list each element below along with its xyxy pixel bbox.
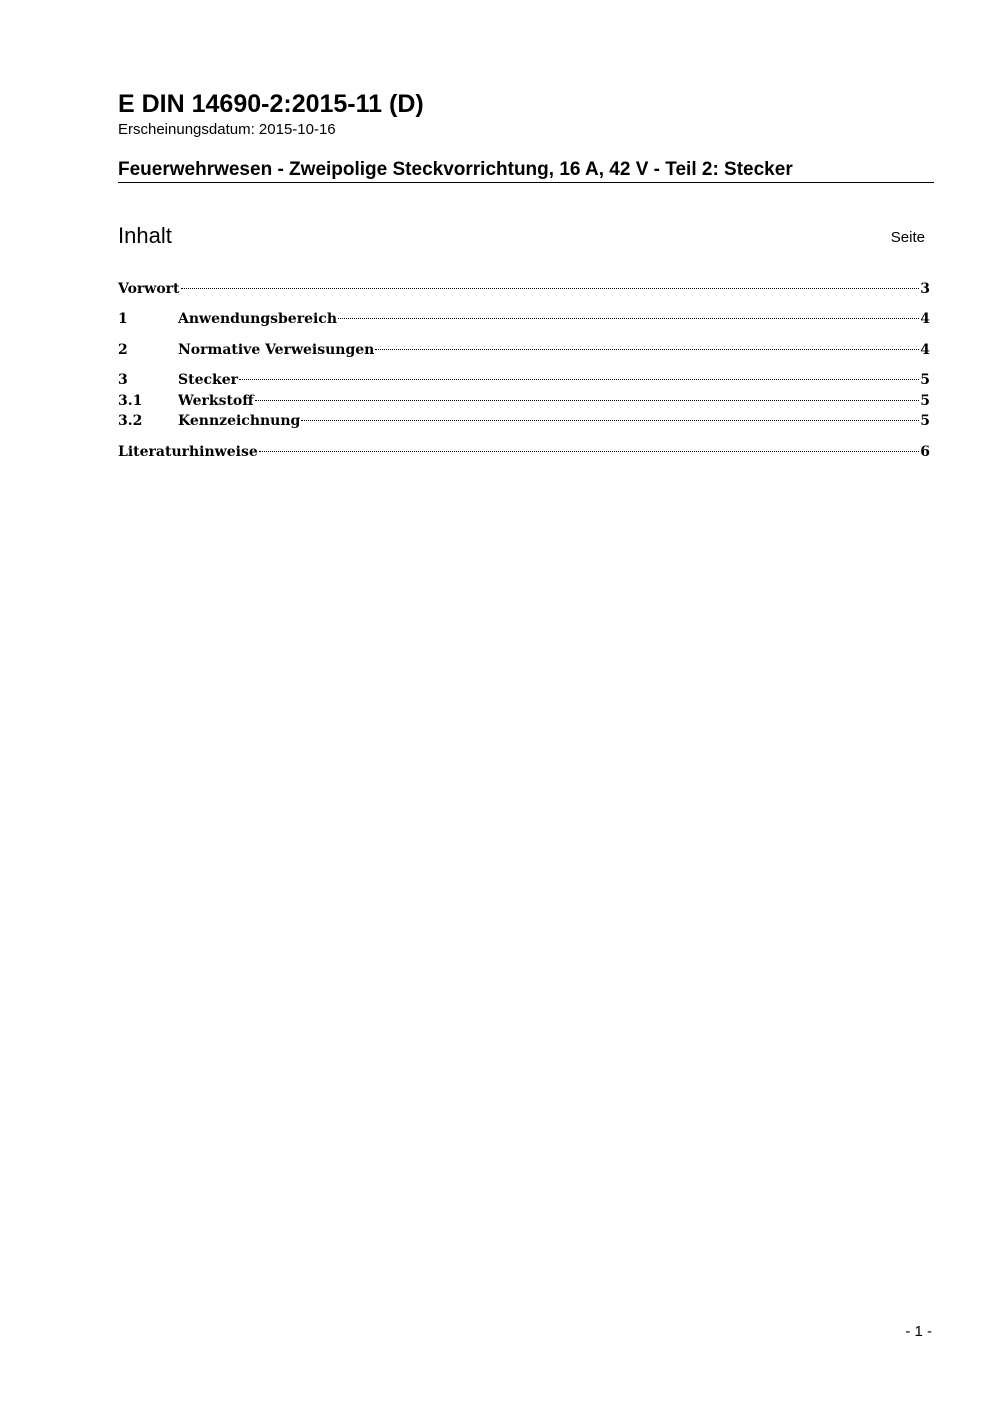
toc-page-column-label: Seite [890, 229, 925, 246]
document-number: E DIN 14690-2:2015-11 (D) [118, 90, 424, 118]
toc-dot-leader [255, 400, 920, 401]
toc-dot-leader [375, 349, 919, 350]
toc-dot-leader [181, 288, 920, 289]
toc-entry-label: Werkstoff [178, 393, 254, 409]
document-title: Feuerwehrwesen - Zweipolige Steckvorrichtung, 16 A, 42 V - Teil 2: Stecker [118, 158, 934, 183]
toc-entry-label: Stecker [178, 372, 238, 388]
page-number: - 1 - [905, 1323, 932, 1340]
toc-entry-label: Vorwort [118, 281, 180, 297]
toc-heading: Inhalt [118, 223, 172, 248]
toc-entry-vorwort[interactable] [118, 279, 930, 299]
toc-entry-label: Anwendungsbereich [178, 311, 337, 327]
toc-entry-label: Literaturhinweise [118, 444, 258, 460]
publication-date: Erscheinungsdatum: 2015-10-16 [118, 121, 336, 138]
toc-entry-number: 1 [118, 311, 128, 327]
toc-entry-kennzeichnung[interactable] [118, 411, 930, 431]
toc-entry-werkstoff[interactable] [118, 391, 930, 411]
toc-dot-leader [338, 318, 919, 319]
toc-entry-anwendungsbereich[interactable] [118, 309, 930, 329]
toc-entry-page: 5 [920, 372, 930, 388]
toc-entry-page: 4 [920, 311, 930, 327]
toc-entry-page: 3 [920, 281, 930, 297]
toc-entry-label: Kennzeichnung [178, 413, 301, 429]
toc-entry-number: 3 [118, 372, 128, 388]
toc-entry-number: 3.1 [118, 393, 143, 409]
toc-dot-leader [301, 420, 919, 421]
toc-entry-number: 2 [118, 342, 128, 358]
toc-entry-page: 4 [920, 342, 930, 358]
toc-entry-number: 3.2 [118, 413, 143, 429]
toc-entry-page: 5 [920, 413, 930, 429]
toc-entry-label: Normative Verweisungen [178, 342, 375, 358]
toc-entry-page: 6 [920, 444, 930, 460]
toc-dot-leader [259, 451, 920, 452]
toc-entry-literaturhinweise[interactable] [118, 442, 930, 462]
toc-entry-page: 5 [920, 393, 930, 409]
toc-entry-stecker[interactable] [118, 370, 930, 390]
toc-entry-normative-verweisungen[interactable] [118, 340, 930, 360]
toc-dot-leader [239, 379, 919, 380]
